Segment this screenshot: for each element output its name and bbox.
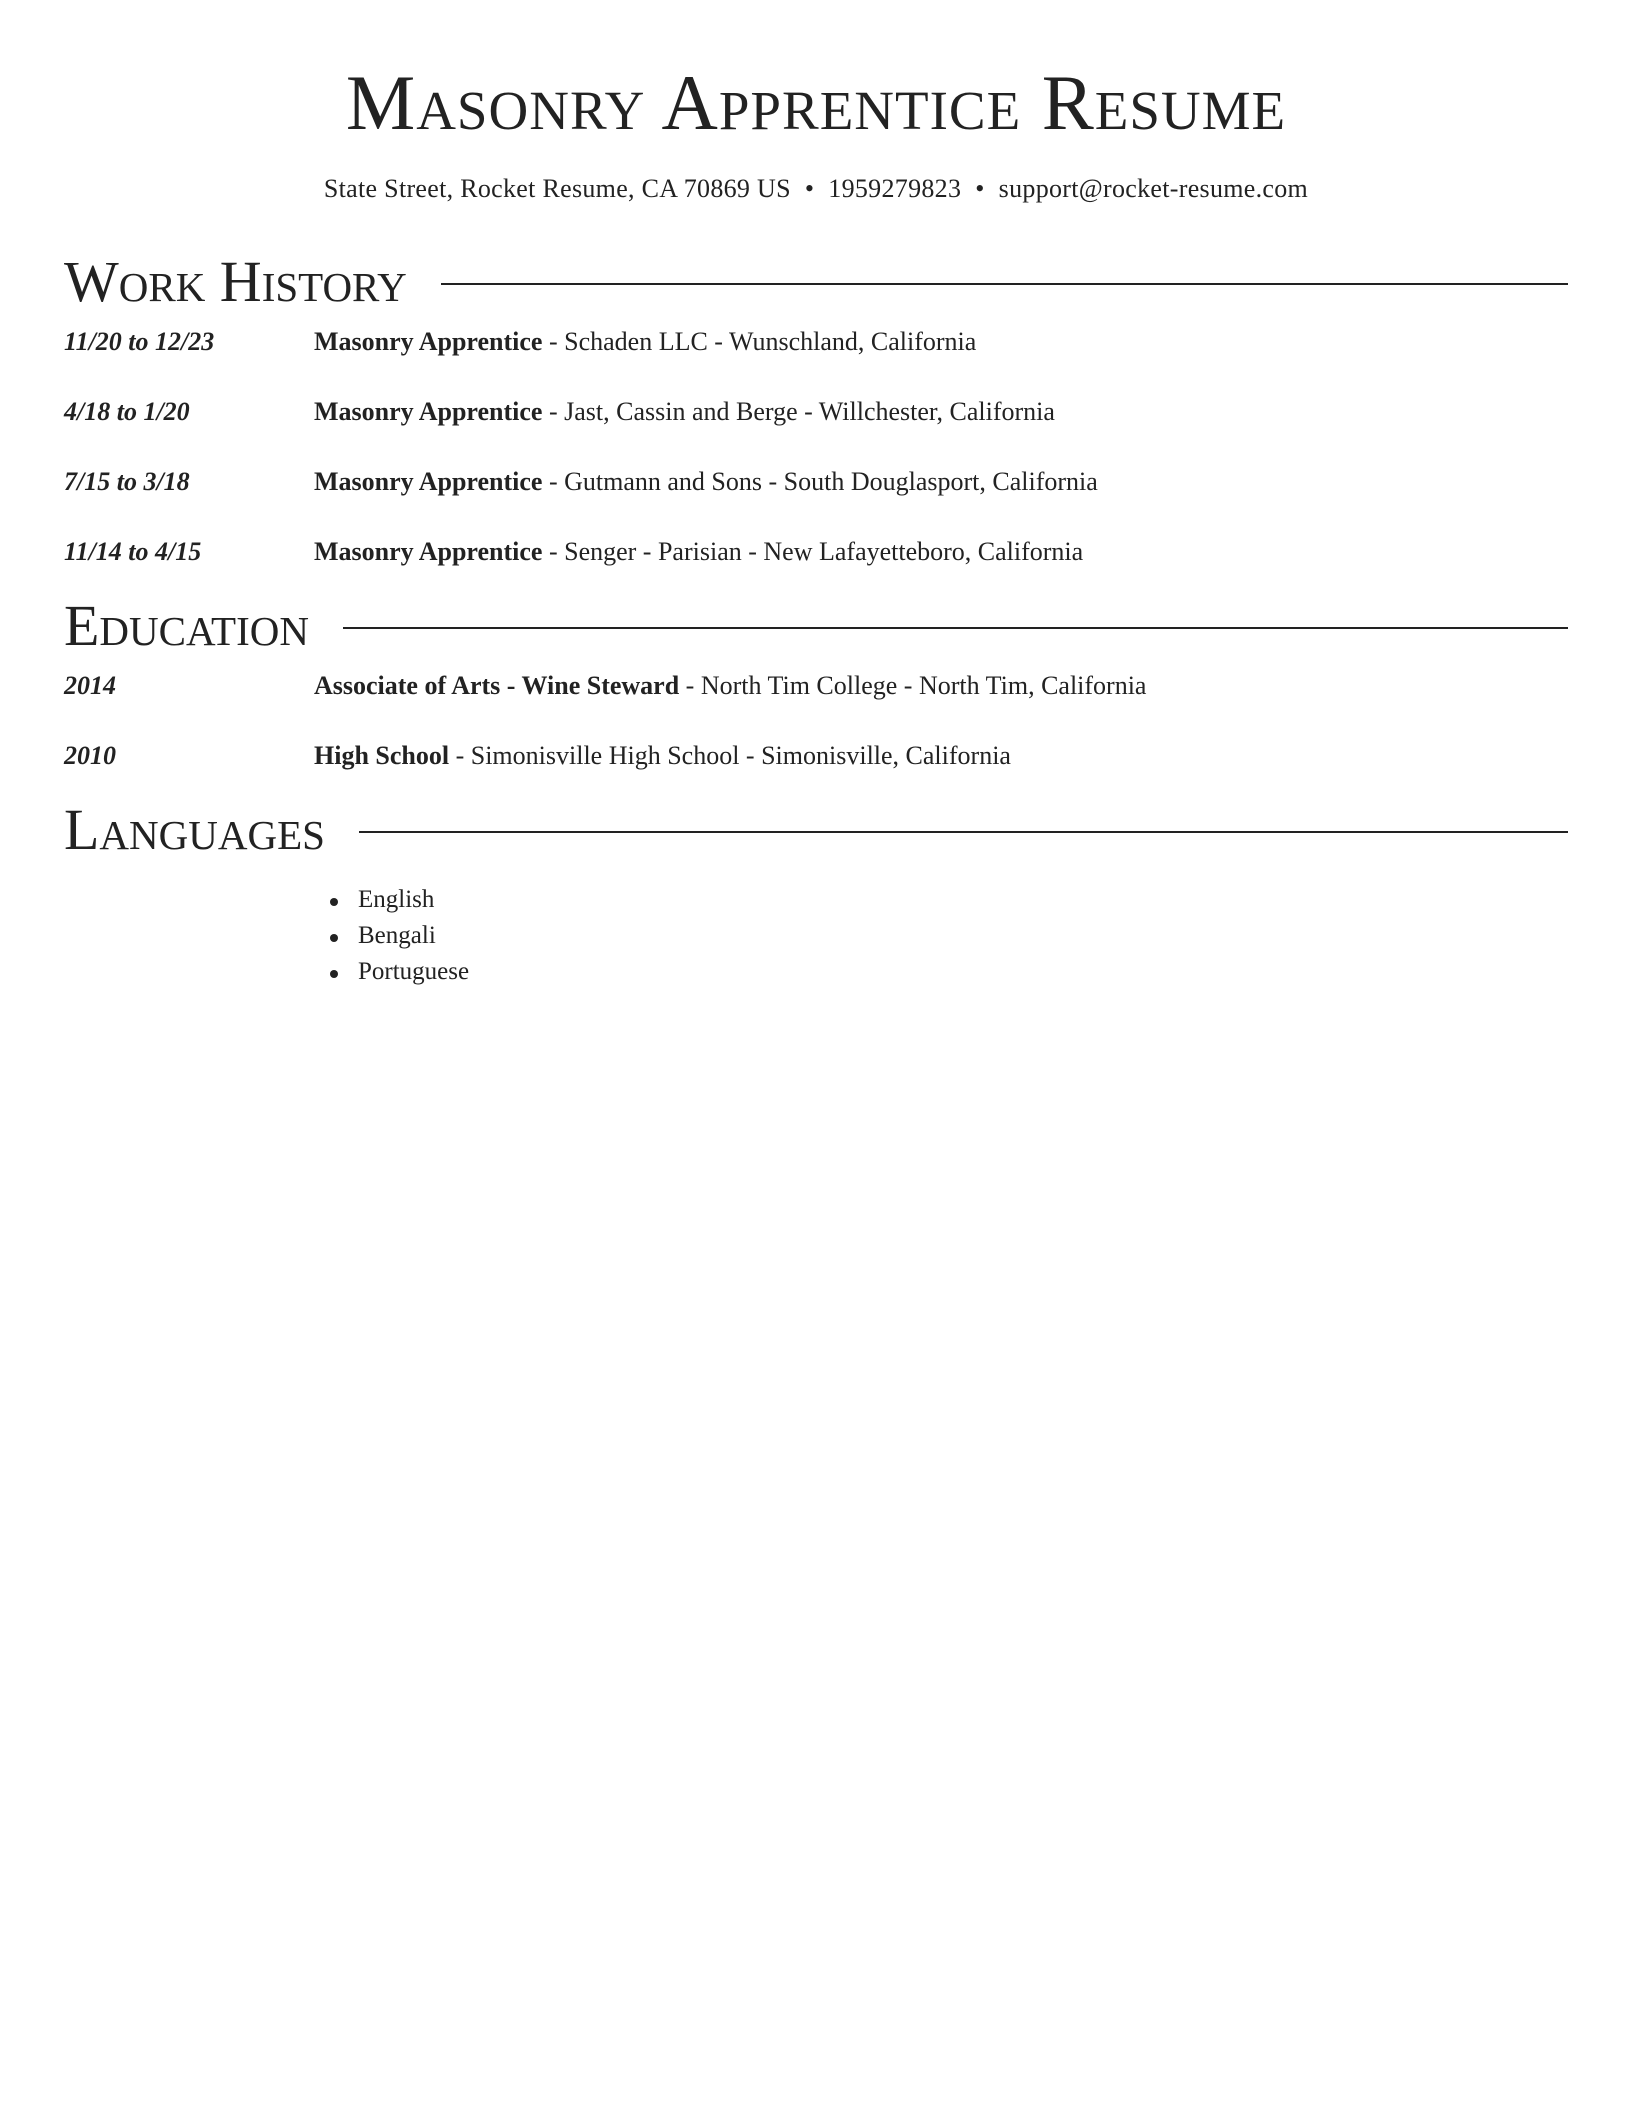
education-entry [64, 668, 1568, 704]
entry-role: Masonry Apprentice [314, 327, 543, 356]
education-entry [64, 738, 1568, 774]
education-header [64, 593, 1568, 658]
entry-details: - Gutmann and Sons - South Douglasport, California [542, 467, 1098, 496]
entry-date: 7/15 to 3/18 [64, 467, 190, 496]
work-history-list [64, 324, 1568, 570]
entry-description [314, 324, 976, 360]
entry-degree: High School [314, 741, 450, 770]
entry-date: 2010 [64, 741, 116, 770]
section-divider [441, 283, 1568, 285]
work-entry [64, 534, 1568, 570]
section-heading: Languages [64, 797, 325, 862]
entry-description [314, 394, 1055, 430]
contact-email: support@rocket-resume.com [998, 174, 1309, 203]
entry-details: - Senger - Parisian - New Lafayetteboro, California [542, 537, 1084, 566]
entry-details: - North Tim College - North Tim, California [679, 671, 1147, 700]
language-item: Portuguese [358, 954, 1568, 990]
languages-list [64, 882, 1568, 990]
entry-details: - Jast, Cassin and Berge - Willchester, California [542, 397, 1055, 426]
contact-separator: • [975, 174, 985, 203]
entry-date: 11/20 to 12/23 [64, 327, 215, 356]
entry-details: - Schaden LLC - Wunschland, California [542, 327, 977, 356]
contact-line [64, 174, 1568, 204]
language-item: English [358, 882, 1568, 918]
entry-date: 2014 [64, 671, 116, 700]
education-list [64, 668, 1568, 774]
section-divider [343, 627, 1568, 629]
contact-separator: • [804, 174, 815, 203]
entry-date: 4/18 to 1/20 [64, 397, 190, 426]
entry-description [314, 668, 1146, 704]
contact-address: State Street, Rocket Resume, CA 70869 US [323, 174, 791, 203]
entry-role: Masonry Apprentice [314, 537, 543, 566]
entry-degree: Associate of Arts - Wine Steward [314, 671, 680, 700]
contact-phone: 1959279823 [828, 174, 962, 203]
work-history-header [64, 249, 1568, 314]
section-heading: Education [64, 593, 309, 658]
work-entry [64, 464, 1568, 500]
entry-date: 11/14 to 4/15 [64, 537, 202, 566]
section-divider [359, 831, 1568, 833]
section-heading: Work History [64, 249, 407, 314]
work-entry [64, 394, 1568, 430]
entry-details: - Simonisville High School - Simonisville, California [449, 741, 1011, 770]
languages-header [64, 797, 1568, 862]
resume-title: Masonry Apprentice Resume [345, 59, 1287, 146]
entry-role: Masonry Apprentice [314, 467, 543, 496]
entry-description [314, 738, 1011, 774]
work-entry [64, 324, 1568, 360]
entry-description [314, 464, 1098, 500]
entry-description [314, 534, 1083, 570]
entry-role: Masonry Apprentice [314, 397, 543, 426]
language-item: Bengali [358, 918, 1568, 954]
